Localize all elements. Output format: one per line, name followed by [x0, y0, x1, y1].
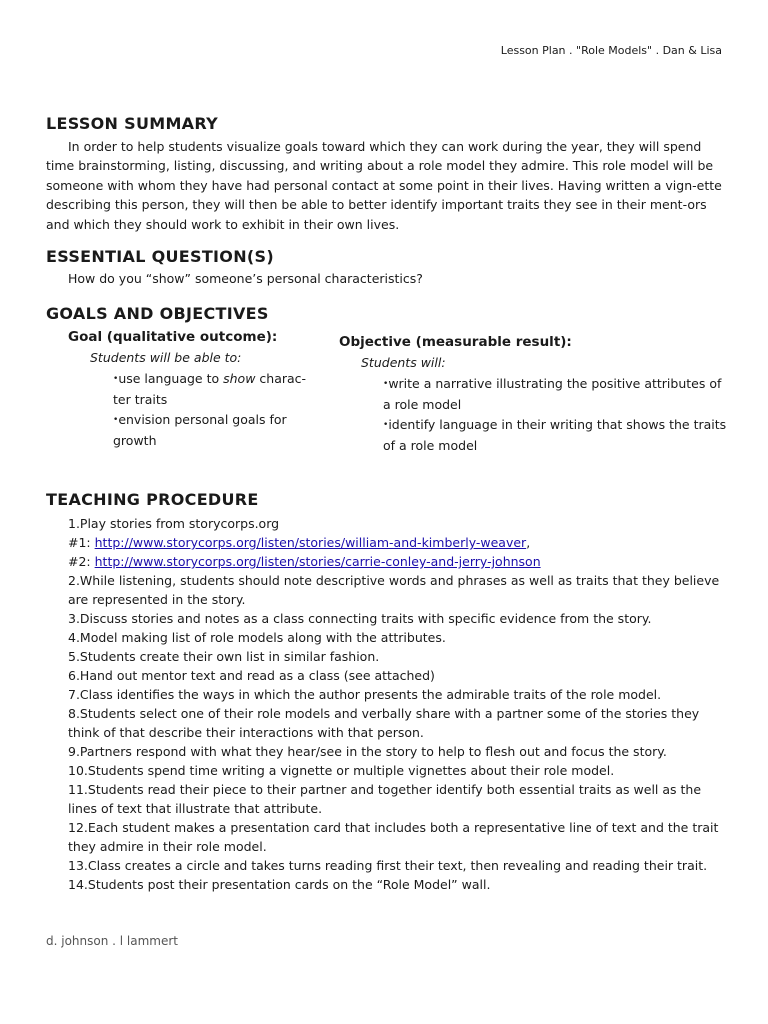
- procedure-step: 5.Students create their own list in similar fashion.: [68, 649, 380, 664]
- goal-list: [113, 369, 311, 451]
- procedure-step: 8.Students select one of their role models and verbally share with a partner some of the stories they think of that describe their interactions with that person.: [68, 706, 700, 740]
- procedure-step: 3.Discuss stories and notes as a class connecting traits with specific evidence from the story.: [68, 611, 652, 626]
- objective-heading: Objective (measurable result):: [339, 334, 572, 350]
- essential-question: How do you “show” someone’s personal characteristics?: [68, 271, 423, 286]
- procedure-step: 14.Students post their presentation cards on the “Role Model” wall.: [68, 877, 491, 892]
- story-link-1[interactable]: http://www.storycorps.org/listen/stories/william-and-kimberly-weaver: [94, 535, 527, 550]
- essential-questions-heading: ESSENTIAL QUESTION(S): [46, 247, 274, 266]
- bullet-glyph: •: [383, 420, 389, 430]
- bullet-glyph: •: [383, 379, 389, 389]
- goal-item: •use language to show charac-ter traits: [113, 371, 307, 407]
- procedure-step: 12.Each student makes a presentation card that includes both a representative line of text and the trait they admire in their role model.: [68, 820, 719, 854]
- objective-list: [383, 374, 728, 456]
- bullet-glyph: •: [113, 415, 119, 425]
- teaching-procedure-heading: TEACHING PROCEDURE: [46, 490, 259, 509]
- procedure-link-line: #1: http://www.storycorps.org/listen/stories/william-and-kimberly-weaver,: [68, 535, 531, 550]
- goal-subheading: Students will be able to:: [90, 350, 242, 365]
- procedure-step: 7.Class identifies the ways in which the author presents the admirable traits of the role model.: [68, 687, 662, 702]
- goals-objectives-heading: GOALS AND OBJECTIVES: [46, 304, 269, 323]
- procedure-step: 2.While listening, students should note descriptive words and phrases as well as traits that they believe are represented in the story.: [68, 573, 720, 607]
- lesson-summary-body: In order to help students visualize goals toward which they can work during the year, they will spend time brainstorming, listing, discussing, and writing about a role model they admire. This role model will be someone with whom they have had personal contact at some point in their lives. Having written a vign-ette describing this person, they will then be able to better identify important traits they see in their ment-ors and which they should work to exhibit in their own lives.: [46, 139, 722, 232]
- goal-item: •envision personal goals for growth: [113, 412, 287, 448]
- procedure-steps: [68, 514, 732, 894]
- bullet-glyph: •: [113, 374, 119, 384]
- footer-authors: d. johnson . l lammert: [46, 934, 179, 948]
- procedure-step: 6.Hand out mentor text and read as a class (see attached): [68, 668, 435, 683]
- objective-item: •write a narrative illustrating the positive attributes of a role model: [383, 376, 722, 412]
- lesson-summary-heading: LESSON SUMMARY: [46, 114, 218, 133]
- procedure-link-line: #2: http://www.storycorps.org/listen/stories/carrie-conley-and-jerry-johnson: [68, 554, 541, 569]
- procedure-step: 11.Students read their piece to their partner and together identify both essential traits as well as the lines of text that illustrate that attribute.: [68, 782, 702, 816]
- procedure-step: 13.Class creates a circle and takes turns reading first their text, then revealing and reading their trait.: [68, 858, 708, 873]
- objective-item: •identify language in their writing that shows the traits of a role model: [383, 417, 727, 453]
- objective-subheading: Students will:: [361, 355, 446, 370]
- goal-heading: Goal (qualitative outcome):: [68, 329, 278, 345]
- procedure-step: 1.Play stories from storycorps.org: [68, 516, 280, 531]
- procedure-step: 9.Partners respond with what they hear/see in the story to help to flesh out and focus the story.: [68, 744, 667, 759]
- procedure-step: 10.Students spend time writing a vignette or multiple vignettes about their role model.: [68, 763, 615, 778]
- story-link-2[interactable]: http://www.storycorps.org/listen/stories/carrie-conley-and-jerry-johnson: [94, 554, 541, 569]
- running-header: Lesson Plan . "Role Models" . Dan & Lisa: [500, 44, 722, 57]
- procedure-step: 4.Model making list of role models along with the attributes.: [68, 630, 446, 645]
